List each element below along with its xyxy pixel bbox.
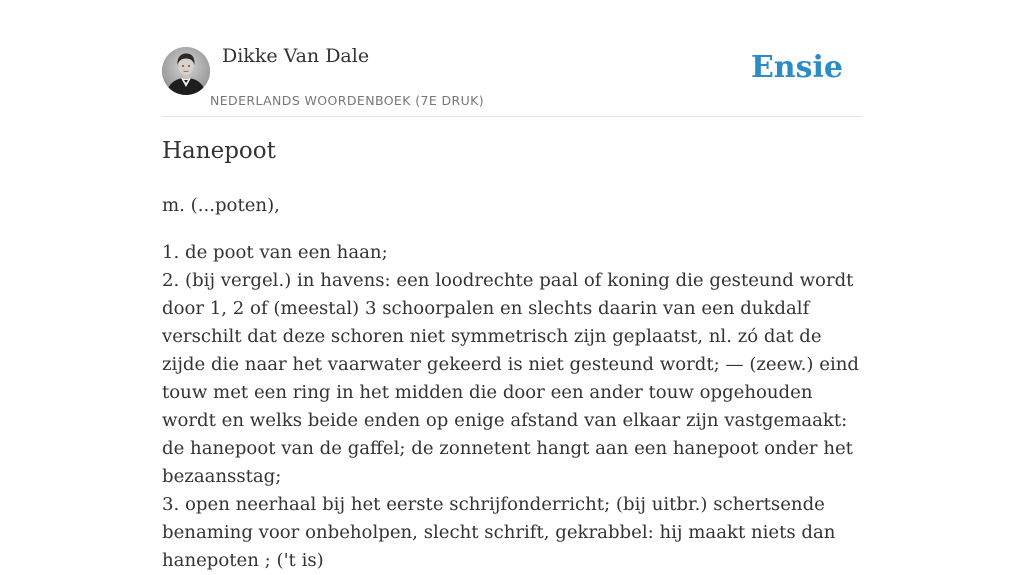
header (162, 0, 862, 117)
entry-grammar: m. (...poten), (162, 195, 280, 216)
portrait-icon (162, 47, 210, 95)
page (162, 0, 862, 571)
brand-logo[interactable]: Ensie (750, 50, 843, 85)
entry-title: Hanepoot (162, 138, 276, 164)
entry-sense-3: 3. open neerhaal bij het eerste schrijfonderricht; (bij uitbr.) schertsende benaming voor onbeholpen, slecht schrift, gekrabbel: hij maakt niets dan hanepoten ; ('t is) (162, 494, 836, 571)
source-title[interactable]: NEDERLANDS WOORDENBOEK (7E DRUK) (210, 93, 485, 108)
author-avatar[interactable] (162, 47, 210, 95)
entry-sense-1: 1. de poot van een haan; (162, 242, 388, 263)
author-name[interactable]: Dikke Van Dale (222, 45, 370, 67)
entry-sense-2: 2. (bij vergel.) in havens: een loodrechte paal of koning die gesteund wordt door 1, 2 of (meestal) 3 schoorpalen en slechts daarin van een dukdalf verschilt dat deze schoren niet symmetrisch zijn geplaatst, nl. zó dat de zijde die naar het vaarwater gekeerd is niet gesteund wordt; — (zeew.) eind touw met een ring in het midden die door een ander touw opgehouden wordt en welks beide enden op enige afstand van elkaar zijn vastgemaakt: de hanepoot van de gaffel; de zonnetent hangt aan een hanepoot onder het bezaansstag; (162, 270, 859, 487)
entry-body (162, 192, 864, 575)
